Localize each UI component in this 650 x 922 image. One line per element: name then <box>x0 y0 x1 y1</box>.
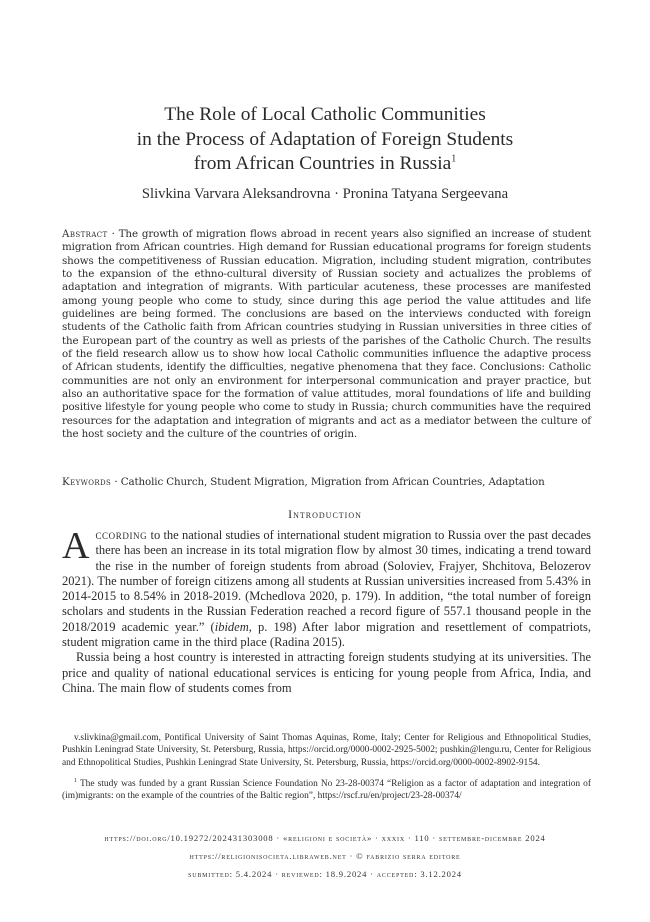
drop-cap: A <box>62 525 90 567</box>
title-line-1: The Role of Local Catholic Communities <box>164 104 486 125</box>
abstract <box>62 228 591 442</box>
keywords-label: Keywords <box>62 476 112 488</box>
author-affiliation-note: v.slivkina@gmail.com, Pontifical University of Saint Thomas Aquinas, Rome, Italy; Center for Religious and Ethnopolitical Studies, Pushkin Leningrad State University, St. Petersburg, Russia, https://orcid.org/0000-0002-2925-5002; pushkin@lengu.ru, Center for Religious and Ethnopolitical Studies, Pushkin Leningrad State University, St. Petersburg, Russia, https://orcid.org/0000-0002-8902-9154. <box>62 733 591 768</box>
paragraph-1-text: to the national studies of international student migration to Russia over the past decades there has been an increase in its total migration flow by almost 30 times, indicating a trend toward the rise in the number of foreign students from abroad (Soloviev, Frajyer, Shchitova, Belozerov 2021). The number of foreign citizens among all students at Russian universities increased from 5.43% in 2014-2015 to 8.54% in 2018-2019. (Mchedlova 2020, p. 179). In addition, “the total number of foreign scholars and students in the Russian Federation reached a record figure of 557.1 thousand people in the 2018/2019 academic year.” ( <box>62 528 591 634</box>
body-paragraph-1 <box>62 525 591 650</box>
footnote-1 <box>62 775 591 803</box>
title-line-3-text: from African Countries in Russia <box>193 153 452 174</box>
ibidem-italic: ibidem <box>214 619 249 634</box>
footnote-1-mark: 1 <box>74 777 77 784</box>
keywords-separator: · <box>111 476 121 488</box>
author-line: Slivkina Varvara Aleksandrovna · Pronina Tatyana Sergeevana <box>141 186 509 202</box>
section-heading-introduction: Introduction <box>288 507 362 521</box>
abstract-text: The growth of migration flows abroad in recent years also signified an increase of student migration from African countries. High demand for Russian educational programs for foreign students shows the competitiveness of Russian education. Migration, including student migration, contributes to the expansion of the ethno-cultural diversity of Russian society and actualizes the problems of adaptation and integration of migrants. With particular acuteness, these processes are manifested among young people who come to study, since during this age period the value attitudes and life guidelines are being formed. The conclusions are based on the interviews conducted with foreign students of the Catholic faith from African countries studying in Russian universities in three cities of the European part of the country as well as priests of the parishes of the Catholic Church. The results of the field research allow us to show how local Catholic communities influence the adaptive process of African students, identify the difficulties, negative phenomena that they face. Conclusions: Catholic communities are not only an environment for interpersonal communication and prayer practice, but also an authoritative space for the formation of value attitudes, moral foundations of life and building positive lifestyle for young people who come to study in Russia; church communities have the required resources for the adaptation and integration of migrants and act as a mediator between the culture of the host society and the culture of the countries of origin. <box>62 228 591 441</box>
footnotes <box>62 732 591 809</box>
colophon-doi-line: https://doi.org/10.19272/202431303008 · «religioni e società» · xxxix · 110 · settembre-dicembre 2024 <box>104 833 546 843</box>
body-paragraph-2: Russia being a host country is interested in attracting foreign students studying at its universities. The price and quality of national educational services is enticing for young people from Africa, India, and China. The main flow of students comes from <box>62 650 591 695</box>
title-line-2: in the Process of Adaptation of Foreign Students <box>136 128 514 150</box>
body-text <box>62 525 591 696</box>
keywords <box>62 476 591 490</box>
keywords-text: Catholic Church, Student Migration, Migration from African Countries, Adaptation <box>120 476 545 488</box>
abstract-label: Abstract <box>62 228 108 240</box>
lead-small-caps: ccording <box>95 528 148 542</box>
colophon-dates-line: submitted: 5.4.2024 · reviewed: 18.9.2024 · accepted: 3.12.2024 <box>188 869 462 879</box>
title-line-3 <box>0 152 650 177</box>
footnote-1-text: The study was funded by a grant Russian Science Foundation No 23-28-00374 “Religion as a factor of adaptation and integration of (im)migrants: on the example of the countries of the Baltic region”, https://rscf.ru/en/project/23-28-00374/ <box>62 779 591 802</box>
paragraph-1-end: , p. 198) After labor migration and resettlement of compatriots, student migration came in the third place (Radina 2015). <box>62 619 591 650</box>
abstract-separator: · <box>107 228 119 240</box>
paper-title <box>0 103 650 177</box>
colophon-publisher-line: https://religionisocieta.libraweb.net · © fabrizio serra editore <box>189 851 461 861</box>
title-footnote-mark[interactable]: 1 <box>451 153 457 165</box>
